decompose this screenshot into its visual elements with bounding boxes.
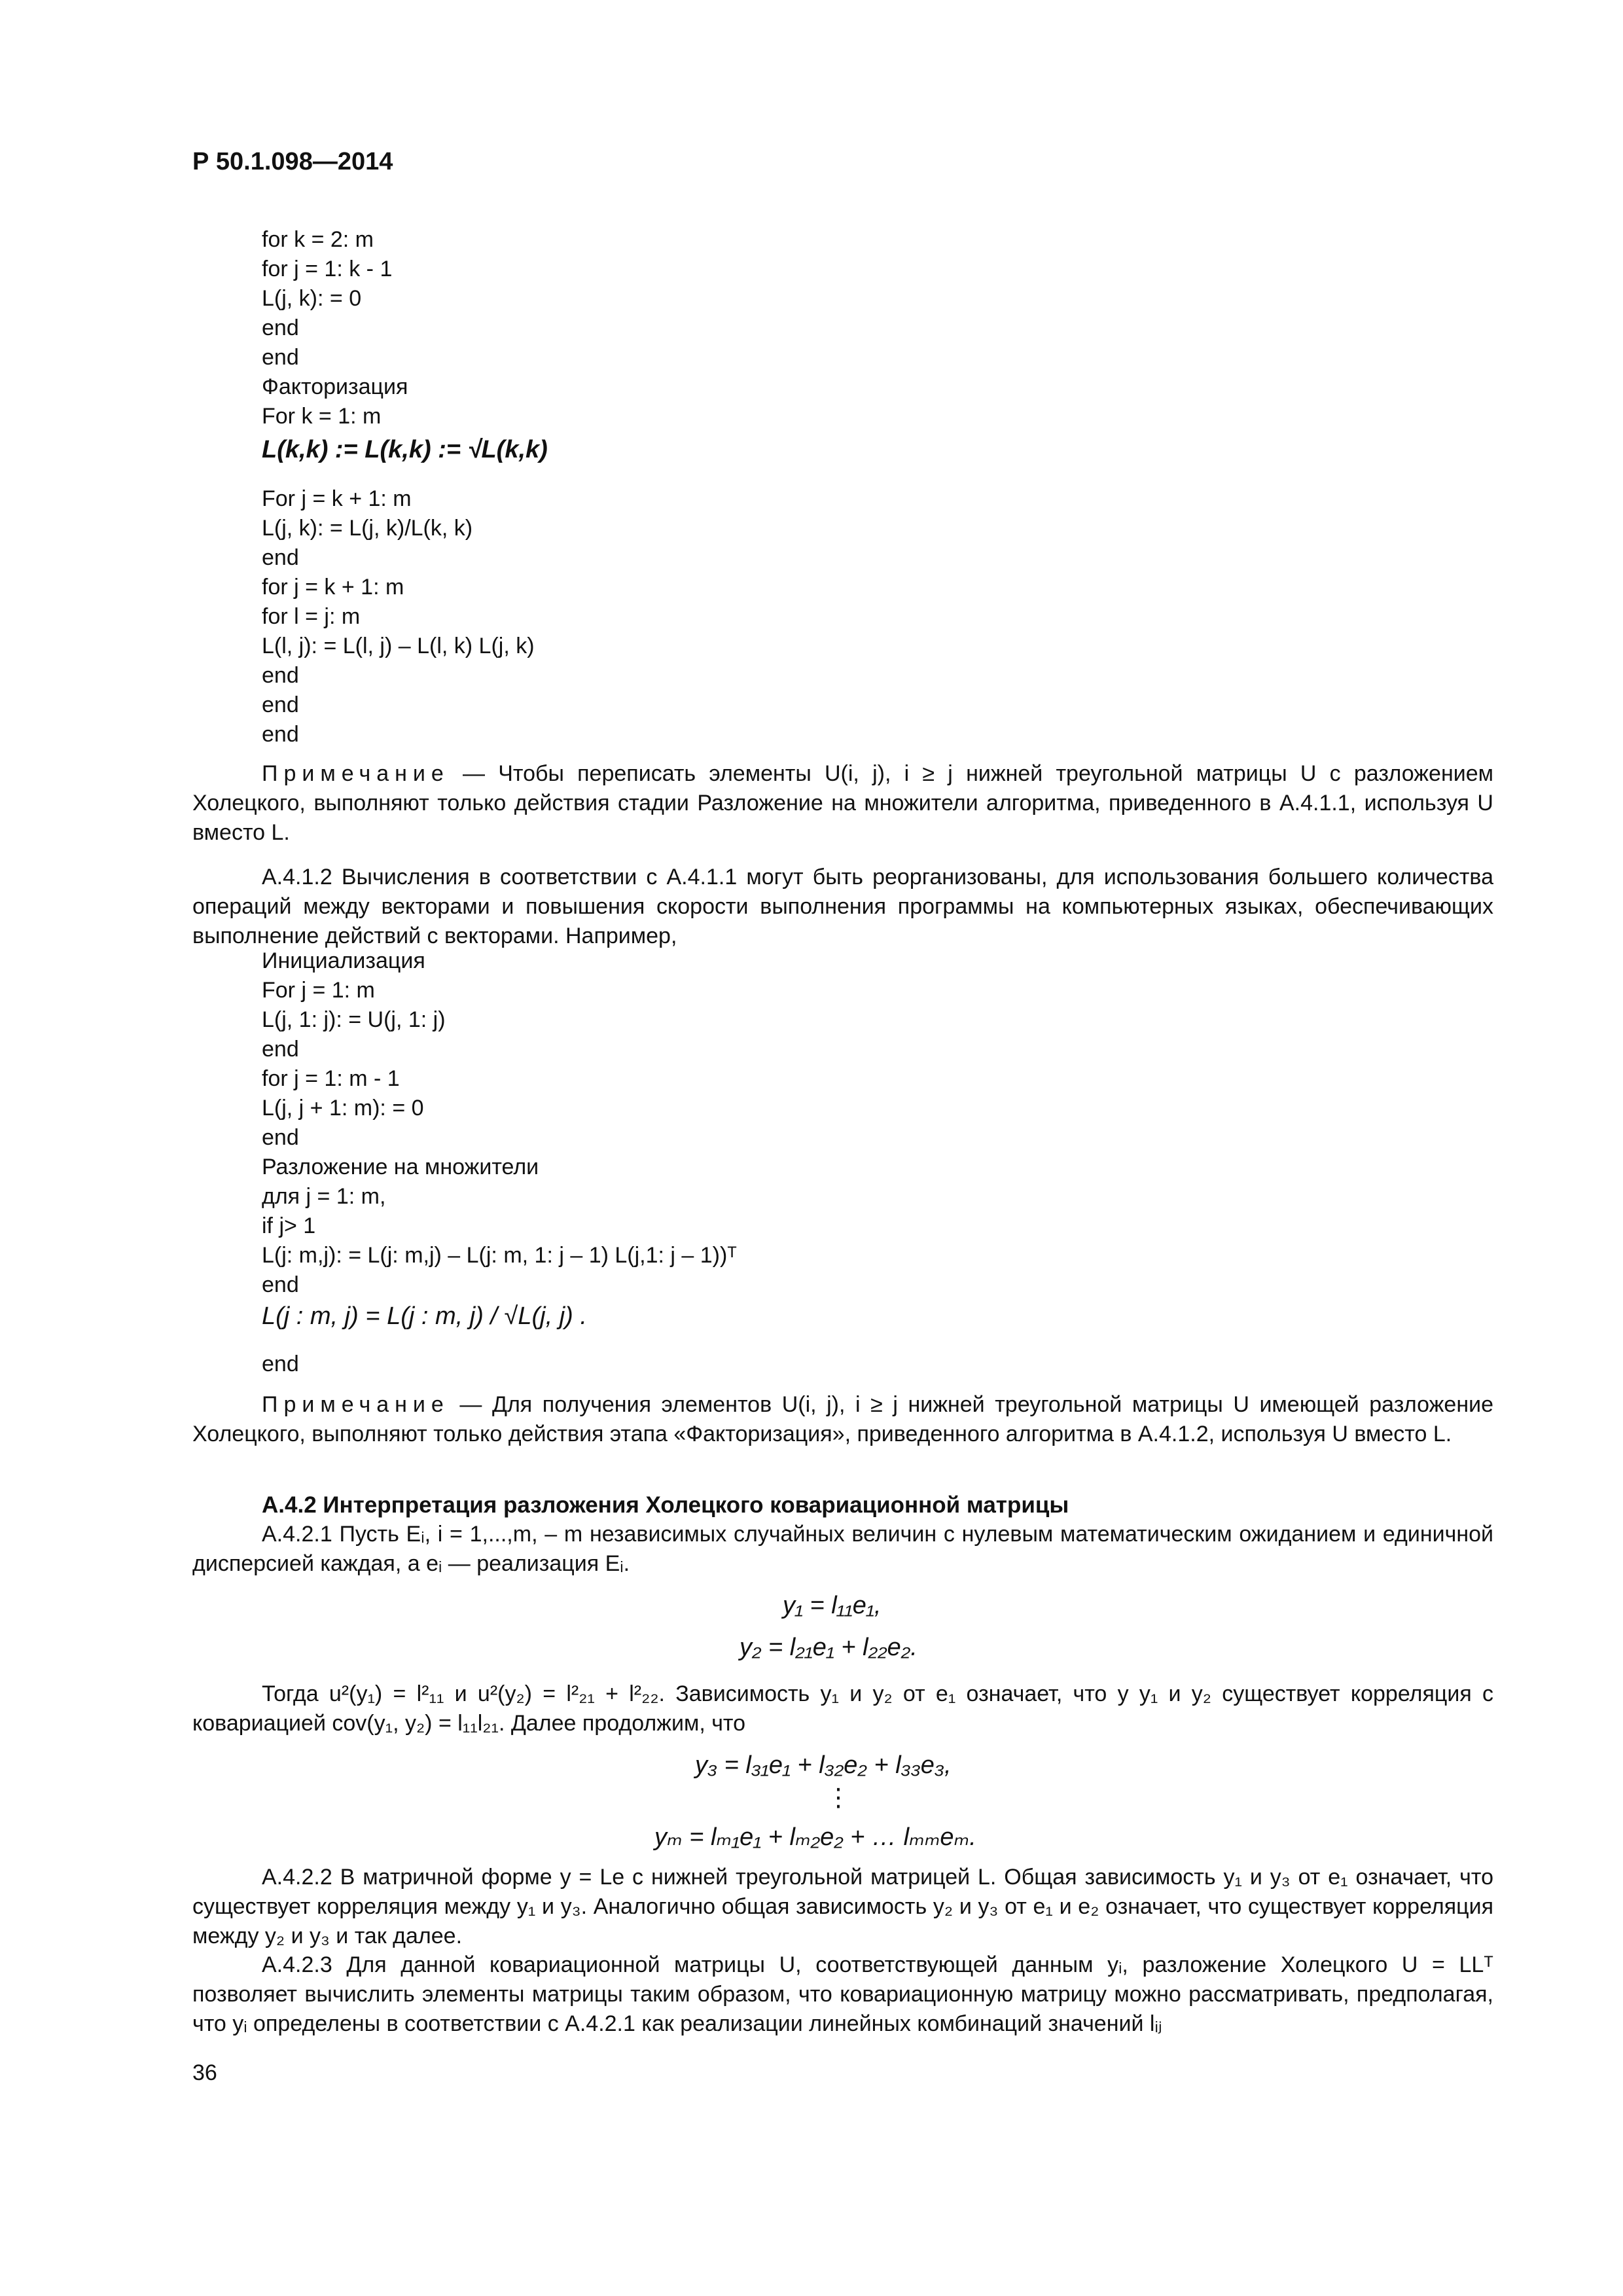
paragraph-a422 bbox=[192, 1863, 1493, 1951]
paragraph-a412 bbox=[192, 863, 1493, 951]
code-line: L(j, 1: j): = U(j, 1: j) bbox=[262, 1007, 446, 1032]
note-text: — Для получения элементов U(i, j), i ≥ j нижней треугольной матрицы U имеющей разложение Холецкого, выполняют только действия этапа «Факторизация», приведенного алгоритма в А.4.1.2, используя U вместо L. bbox=[192, 1392, 1493, 1446]
code-line: For k = 1: m bbox=[262, 404, 382, 429]
paragraph-text: Тогда u²(y₁) = l²₁₁ и u²(y₂) = l²₂₁ + l²₂₂. Зависимость y₁ и y₂ от e₁ означает, что у y₁ и y₂ существует корреляция с ковариацией cov(y₁, y₂) = l₁₁l₂₁. Далее продолжим, что bbox=[192, 1681, 1493, 1736]
code-line: end bbox=[262, 722, 299, 747]
code-line: for j = 1: k - 1 bbox=[262, 257, 393, 281]
equation-y3: y₃ = l₃₁e₁ + l₃₂e₂ + l₃₃e₃, bbox=[695, 1751, 952, 1779]
code-line: L(j, j + 1: m): = 0 bbox=[262, 1096, 424, 1121]
formula-sqrt-1: L(k,k) := L(k,k) := √L(k,k) bbox=[262, 436, 548, 463]
code-line: For j = 1: m bbox=[262, 978, 375, 1003]
code-line: for k = 2: m bbox=[262, 227, 374, 252]
code-block-4 bbox=[262, 1350, 299, 1379]
code-line: end bbox=[262, 692, 299, 717]
equation-y2: y₂ = l₂₁e₁ + l₂₂e₂. bbox=[740, 1634, 918, 1661]
code-line: L(l, j): = L(l, j) – L(l, k) L(j, k) bbox=[262, 634, 535, 658]
paragraph-then bbox=[192, 1679, 1493, 1738]
code-block-3 bbox=[262, 946, 737, 1300]
code-line: для j = 1: m, bbox=[262, 1184, 386, 1209]
code-line: For j = k + 1: m bbox=[262, 486, 412, 511]
paragraph-a421 bbox=[192, 1520, 1493, 1579]
note-label: Примечание bbox=[262, 761, 450, 786]
code-line: Инициализация bbox=[262, 948, 425, 973]
code-line: Факторизация bbox=[262, 374, 408, 399]
paragraph-text: А.4.1.2 Вычисления в соответствии с А.4.1.1 могут быть реорганизованы, для использования большего количества операций между векторами и повышения скорости выполнения программы на компьютерных языках, обеспечивающих выполнение действий с векторами. Например, bbox=[192, 865, 1493, 948]
code-line: if j> 1 bbox=[262, 1213, 316, 1238]
code-line: end bbox=[262, 315, 299, 340]
note-label: Примечание bbox=[262, 1392, 450, 1417]
document-header: Р 50.1.098—2014 bbox=[192, 148, 393, 175]
code-line: end bbox=[262, 1272, 299, 1297]
paragraph-text: А.4.2.3 Для данной ковариационной матрицы U, соответствующей данным yᵢ, разложение Холецкого U = LLᵀ позволяет вычислить элементы матрицы таким образом, что ковариационную матрицу можно рассматривать, предполагая, что yᵢ определены в соответствии с А.4.2.1 как реализации линейных комбинаций значений lᵢⱼ bbox=[192, 1952, 1493, 2036]
note-text: — Чтобы переписать элементы U(i, j), i ≥ j нижней треугольной матрицы U с разложением Холецкого, выполняют только действия стадии Разложение на множители алгоритма, приведенного в А.4.1.1, используя U вместо L. bbox=[192, 761, 1493, 845]
paragraph-text: А.4.2.2 В матричной форме y = Le с нижней треугольной матрицей L. Общая зависимость y₁ и y₃ от e₁ означает, что существует корреляция между y₁ и y₃. Аналогично общая зависимость y₂ и y₃ от e₁ и e₂ означает, что существует корреляция между y₂ и y₃ и так далее. bbox=[192, 1865, 1493, 1948]
equation-dots: ⋮ bbox=[826, 1784, 851, 1812]
code-line: Разложение на множители bbox=[262, 1155, 539, 1179]
code-line: end bbox=[262, 1037, 299, 1062]
code-line: end bbox=[262, 663, 299, 688]
code-line: for l = j: m bbox=[262, 604, 361, 629]
code-line: end bbox=[262, 545, 299, 570]
code-block-2 bbox=[262, 484, 535, 749]
note-1 bbox=[192, 759, 1493, 848]
code-line: for j = k + 1: m bbox=[262, 575, 404, 600]
code-line: L(j, k): = 0 bbox=[262, 286, 362, 311]
code-line: end bbox=[262, 345, 299, 370]
paragraph-text: А.4.2.1 Пусть Eᵢ, i = 1,...,m, – m независимых случайных величин с нулевым математическим ожиданием и единичной дисперсией каждая, а eᵢ — реализация Eᵢ. bbox=[192, 1522, 1493, 1576]
code-block-1 bbox=[262, 225, 408, 431]
equation-y1: y₁ = l₁₁e₁, bbox=[783, 1592, 882, 1619]
code-line: end bbox=[262, 1125, 299, 1150]
equation-ym: yₘ = lₘ₁e₁ + lₘ₂e₂ + … lₘₘeₘ. bbox=[654, 1823, 976, 1851]
note-2 bbox=[192, 1390, 1493, 1449]
section-heading-a42: А.4.2 Интерпретация разложения Холецкого ковариационной матрицы bbox=[262, 1492, 1069, 1518]
code-line: for j = 1: m - 1 bbox=[262, 1066, 400, 1091]
code-line: L(j: m,j): = L(j: m,j) – L(j: m, 1: j – 1) L(j,1: j – 1))ᵀ bbox=[262, 1243, 738, 1268]
formula-sqrt-2: L(j : m, j) = L(j : m, j) / √L(j, j) . bbox=[262, 1302, 587, 1330]
page-number: 36 bbox=[192, 2060, 217, 2085]
code-line: L(j, k): = L(j, k)/L(k, k) bbox=[262, 516, 473, 541]
paragraph-a423 bbox=[192, 1950, 1493, 2039]
code-line: end bbox=[262, 1352, 299, 1376]
